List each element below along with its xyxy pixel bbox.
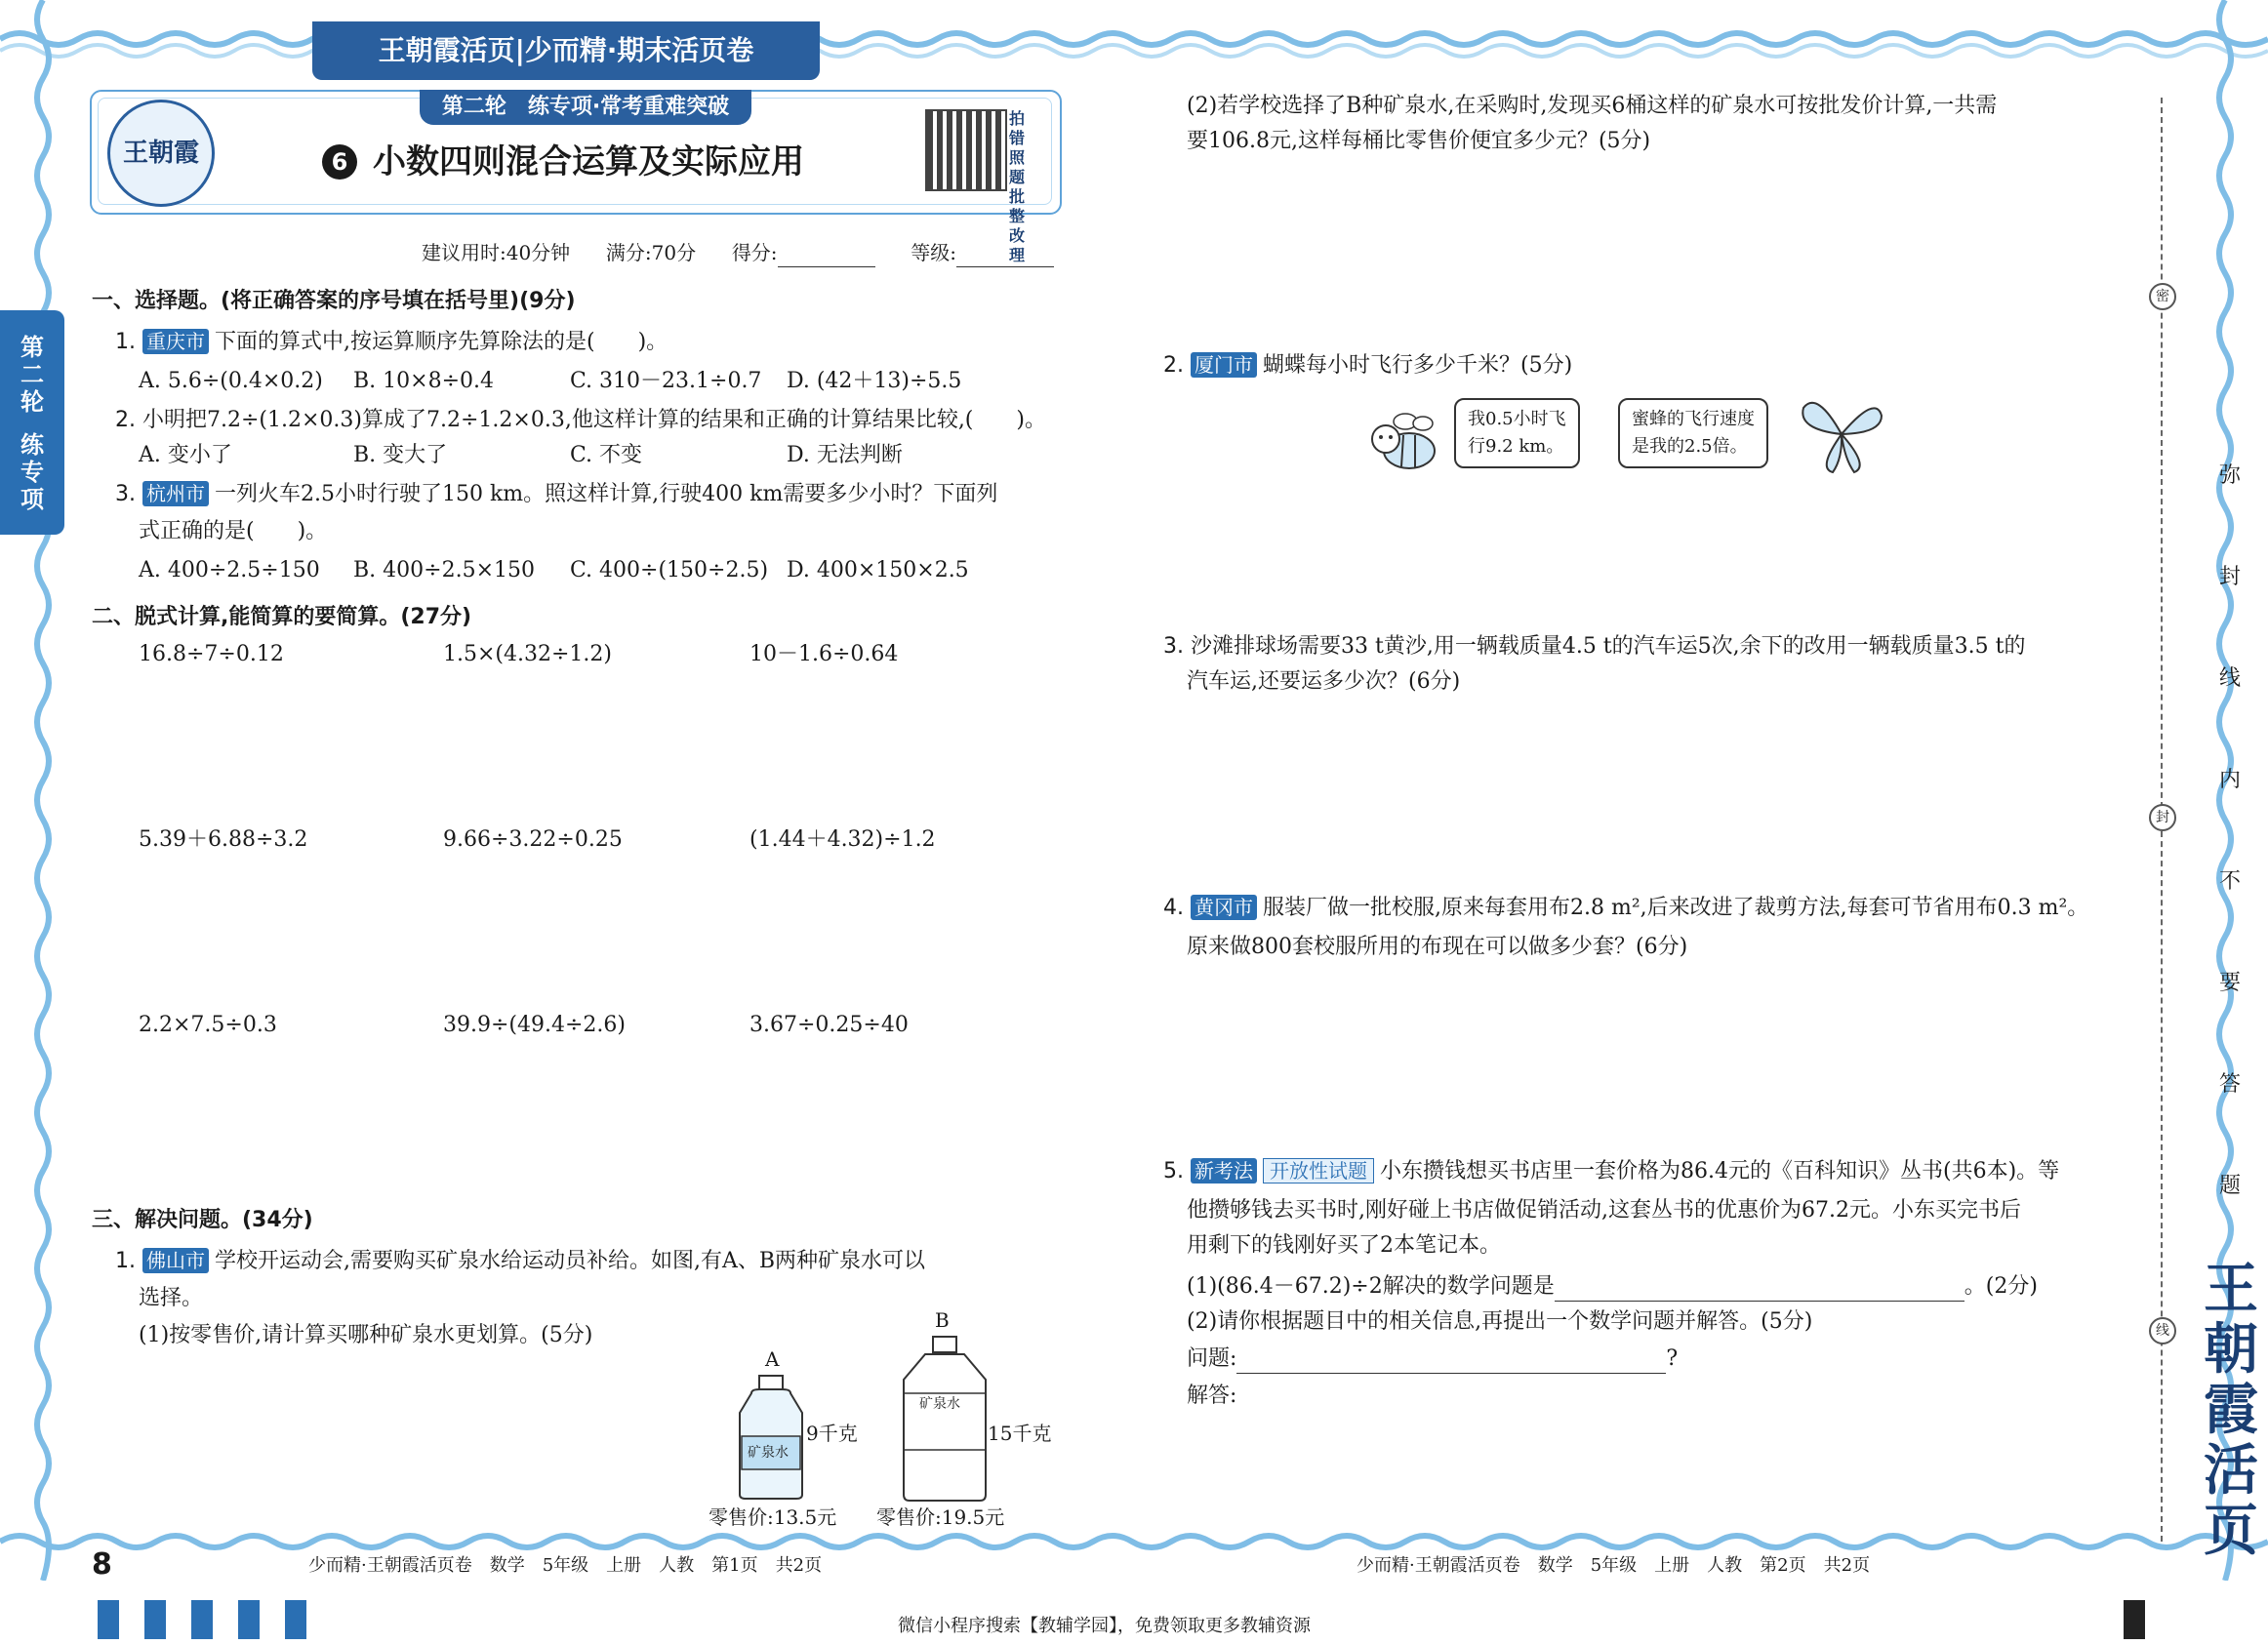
new-exam-tag: 新考法 [1191,1158,1257,1184]
unit-number: 6 [322,144,357,180]
meta-grade: 等级: [911,241,957,264]
vertical-note-5: 不 [2218,869,2241,894]
wavy-frame-left [0,0,68,1581]
calc-2-1: 5.39＋6.88÷3.2 [139,827,308,852]
meta-score: 得分: [731,241,778,264]
q3-3: 3. 沙滩排球场需要33 t黄沙,用一辆载质量4.5 t的汽车运5次,余下的改用一辆载质量3.5 t的 [1163,634,2026,659]
bottle-a-label: A [765,1347,780,1371]
vertical-note-8: 题 [2218,1174,2241,1198]
vertical-note-6: 要 [2218,971,2241,995]
round-tag: 第二轮 练专项·常考重难突破 [420,90,751,125]
q1-3-option-a: A. 400÷2.5÷150 [139,558,320,582]
score-field[interactable] [778,245,875,267]
bottle-a-price: 零售价:13.5元 [709,1505,837,1529]
seal-xian: 线 [2149,1317,2176,1344]
q3-5-answer: 解答: [1187,1384,1237,1408]
logo-text: 王朝霞 [122,139,199,168]
calc-2-3: (1.44＋4.32)÷1.2 [749,827,936,852]
calc-3-3: 3.67÷0.25÷40 [749,1013,909,1037]
bottle-b-icon [896,1335,993,1503]
bee-speech-bubble: 我0.5小时飞 行9.2 km。 [1454,398,1580,468]
bottle-b-label: B [935,1308,950,1332]
bottle-b-weight: 15千克 [988,1422,1052,1445]
q1-1-option-b: B. 10×8÷0.4 [353,369,494,393]
series-banner: 王朝霞活页|少而精·期末活页卷 [312,21,820,80]
calc-3-1: 2.2×7.5÷0.3 [139,1013,277,1037]
q3-5-question: 问题: ? [1187,1344,1678,1374]
section2-title: 二、脱式计算,能简算的要简算。(27分) [92,605,472,629]
vertical-note-2: 封 [2218,565,2241,589]
city-tag-hangzhou: 杭州市 [142,481,209,506]
grade-field[interactable] [956,245,1054,267]
section1-title: 一、选择题。(将正确答案的序号填在括号里)(9分) [92,289,576,313]
q1-3-option-b: B. 400÷2.5×150 [353,558,535,582]
q3-2: 2. 厦门市 蝴蝶每小时飞行多少千米？(5分) [1163,353,1573,378]
unit-title: 小数四则混合运算及实际应用 [373,142,804,181]
q1-1-option-d: D. (42＋13)÷5.5 [787,369,962,393]
q1-3: 3. 杭州市 一列火车2.5小时行驶了150 km。照这样计算,行驶400 km需要多少小时？下面列 [115,482,998,506]
question-field[interactable] [1236,1351,1666,1374]
q1-2-option-b: B. 变大了 [353,443,448,467]
footer-right: 少而精·王朝霞活页卷 数学 5年级 上册 人教 第2页 共2页 [1357,1555,1871,1576]
q1-2-option-d: D. 无法判断 [787,443,903,467]
footer-left: 少而精·王朝霞活页卷 数学 5年级 上册 人教 第1页 共2页 [308,1555,823,1576]
q3-5-sub1: (1)(86.4－67.2)÷2解决的数学问题是 。(2分) [1187,1272,2038,1302]
qr-caption: 拍错照题批整改理 [1009,109,1026,264]
q1-3-line2: 式正确的是( )。 [139,519,328,543]
meta-row [422,238,1054,267]
bottle-a-name: 矿泉水 [748,1445,789,1461]
city-tag-huanggang: 黄冈市 [1191,895,1257,920]
q3-5-line3: 用剩下的钱刚好买了2本笔记本。 [1187,1233,1501,1258]
city-tag-xiamen: 厦门市 [1191,352,1257,378]
q3-3-line2: 汽车运,还要运多少次？(6分) [1187,669,1461,694]
page-number: 8 [92,1547,112,1582]
vertical-note-1: 弥 [2218,463,2241,488]
vertical-note-4: 内 [2218,768,2241,792]
q3-1-sub2-line2: 要106.8元,这样每桶比零售价便宜多少元？(5分) [1187,129,1651,153]
vertical-note-3: 线 [2218,666,2241,691]
bottle-b-name: 矿泉水 [919,1396,960,1412]
q1-1: 1. 重庆市 下面的算式中,按运算顺序先算除法的是( )。 [115,330,668,354]
q1-2-option-a: A. 变小了 [139,443,232,467]
q1-3-option-d: D. 400×150×2.5 [787,558,969,582]
footer-bar [285,1600,306,1639]
q3-4: 4. 黄冈市 服装厂做一批校服,原来每套用布2.8 m²,后来改进了裁剪方法,每套可节省用布0.3 m²。 [1163,896,2089,920]
q1-1-option-a: A. 5.6÷(0.4×0.2) [139,369,323,393]
city-tag-chongqing: 重庆市 [142,329,209,354]
butterfly-icon [1798,390,1885,478]
sub1-answer-field[interactable] [1555,1279,1964,1302]
side-tab-round: 第二轮 [20,334,44,416]
q3-5: 5. 新考法 开放性试题 小东攒钱想买书店里一套价格为86.4元的《百科知识》丛书(共6本)。等 [1163,1159,2060,1184]
q3-5-line2: 他攒够钱去买书时,刚好碰上书店做促销活动,这套丛书的优惠价为67.2元。小东买完书后 [1187,1198,2021,1223]
q1-1-option-c: C. 310－23.1÷0.7 [570,369,762,393]
brand-vertical: 王 朝 霞 活 页 [2204,1257,2258,1563]
section3-title: 三、解决问题。(34分) [92,1208,313,1232]
q3-5-sub2: (2)请你根据题目中的相关信息,再提出一个数学问题并解答。(5分) [1187,1309,1813,1334]
meta-full: 满分:70分 [605,241,697,264]
calc-1-1: 16.8÷7÷0.12 [139,642,284,666]
butterfly-speech-bubble: 蜜蜂的飞行速度 是我的2.5倍。 [1618,398,1768,468]
bottle-b-price: 零售价:19.5元 [876,1505,1005,1529]
bottle-a-icon [732,1374,810,1501]
meta-time: 建议用时:40分钟 [422,241,571,264]
footer-bar [2124,1600,2145,1639]
q1-2-option-c: C. 不变 [570,443,643,467]
q3-1-sub2-line1: (2)若学校选择了B种矿泉水,在采购时,发现买6桶这样的矿泉水可按批发价计算,一共需 [1187,94,1998,118]
q1-3-option-c: C. 400÷(150÷2.5) [570,558,769,582]
calc-1-2: 1.5×(4.32÷1.2) [443,642,612,666]
footer-bar [144,1600,166,1639]
q3-1: 1. 佛山市 学校开运动会,需要购买矿泉水给运动员补给。如图,有A、B两种矿泉水可以 [115,1249,926,1273]
footer-bar [238,1600,260,1639]
bottle-a-weight: 9千克 [806,1422,858,1445]
qr-code-icon[interactable] [925,109,1007,191]
calc-1-3: 10－1.6÷0.64 [749,642,899,666]
footer-bar [98,1600,119,1639]
q3-1-line2: 选择。 [139,1286,204,1310]
brand-logo [107,100,215,207]
side-tab [0,310,64,535]
footer-bar [191,1600,213,1639]
calc-2-2: 9.66÷3.22÷0.25 [443,827,623,852]
city-tag-foshan: 佛山市 [142,1248,209,1273]
bee-icon [1366,410,1444,478]
vertical-note-7: 答 [2218,1072,2241,1097]
side-tab-topic: 练专项 [20,431,44,513]
q1-2: 2. 小明把7.2÷(1.2×0.3)算成了7.2÷1.2×0.3,他这样计算的结果和正确的计算结果比较,( )。 [115,408,1046,432]
open-question-tag: 开放性试题 [1263,1158,1374,1184]
q3-4-line2: 原来做800套校服所用的布现在可以做多少套？(6分) [1187,935,1688,959]
seal-feng: 封 [2149,804,2176,831]
bottom-note: 微信小程序搜索【教辅学园】，免费领取更多教辅资源 [898,1616,1311,1636]
seal-mi: 密 [2149,283,2176,310]
calc-3-2: 39.9÷(49.4÷2.6) [443,1013,626,1037]
q3-1-sub1: (1)按零售价,请计算买哪种矿泉水更划算。(5分) [139,1323,593,1347]
